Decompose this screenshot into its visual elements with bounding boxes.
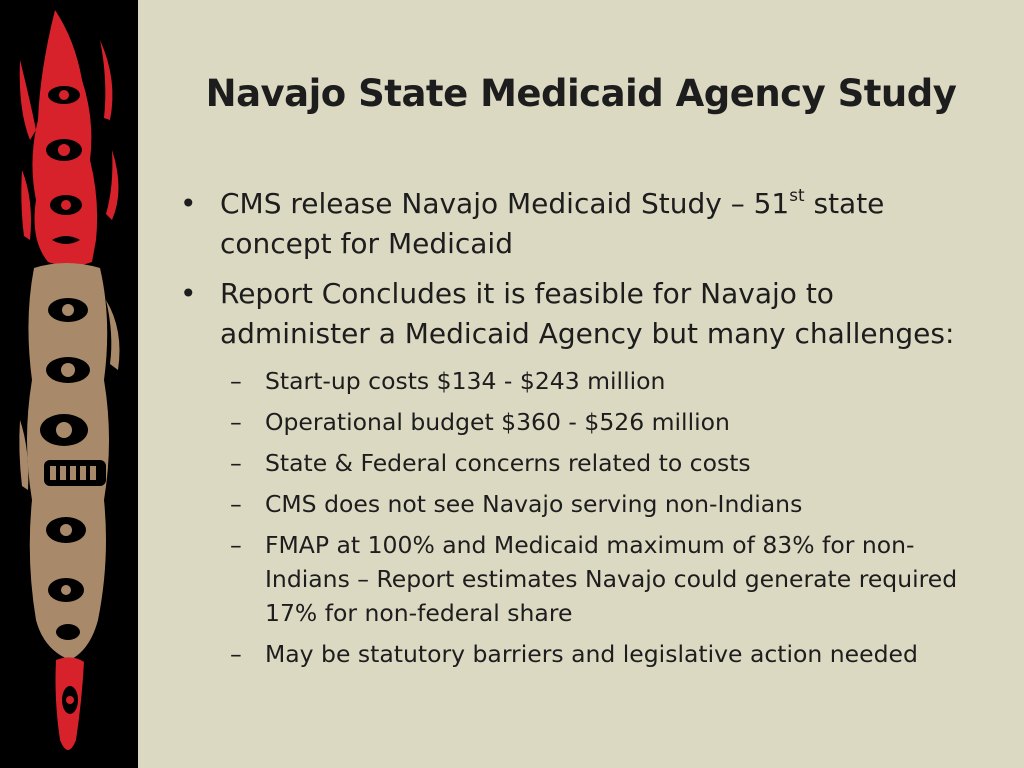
- page-title: Navajo State Medicaid Agency Study: [205, 72, 957, 115]
- sub-bullet-item: [178, 405, 968, 439]
- bullet-marker: •: [180, 277, 197, 310]
- sub-bullet-item: [178, 446, 968, 480]
- bullet-text-continued: state concept for Medicaid: [220, 187, 885, 260]
- sub-bullet-item: [178, 487, 968, 521]
- sub-bullet-text: Operational budget $360 - $526 million: [265, 408, 730, 436]
- sub-bullet-item: [178, 364, 968, 398]
- sub-bullet-text: CMS does not see Navajo serving non-Indians: [265, 490, 803, 518]
- bullet-text: CMS release Navajo Medicaid Study – 51: [220, 187, 790, 220]
- sub-bullet-text: Start-up costs $134 - $243 million: [265, 367, 666, 395]
- sub-bullet-marker: –: [230, 490, 242, 518]
- sub-bullet-item: [178, 528, 968, 630]
- sub-bullet-text: May be statutory barriers and legislative action needed: [265, 640, 918, 668]
- sidebar-art-panel: [0, 0, 138, 768]
- bullet-superscript: st: [789, 184, 805, 205]
- sub-bullet-text: FMAP at 100% and Medicaid maximum of 83% for non-Indians – Report estimates Navajo could generate required 17% for non-federal share: [265, 531, 958, 627]
- bullet-item: [178, 274, 968, 354]
- formline-totem-art-icon: [0, 0, 138, 768]
- sub-bullet-text: State & Federal concerns related to costs: [265, 449, 751, 477]
- sub-bullet-item: [178, 637, 968, 671]
- sub-bullet-marker: –: [230, 449, 242, 477]
- bullet-item: [178, 184, 968, 264]
- sub-bullet-marker: –: [230, 531, 242, 559]
- sub-bullet-marker: –: [230, 367, 242, 395]
- sub-bullet-marker: –: [230, 408, 242, 436]
- slide-content: [178, 184, 968, 678]
- sub-bullet-marker: –: [230, 640, 242, 668]
- bullet-marker: •: [180, 187, 197, 220]
- bullet-text: Report Concludes it is feasible for Navajo to administer a Medicaid Agency but many challenges:: [220, 277, 955, 350]
